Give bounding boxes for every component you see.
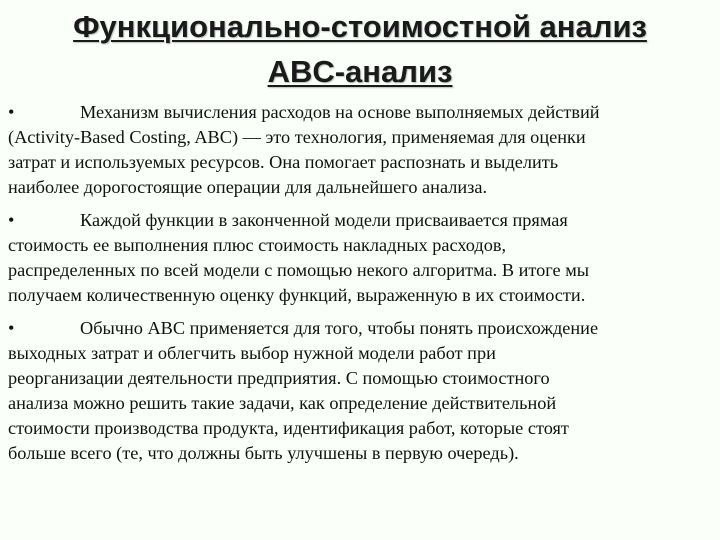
- title-line-2: ABC-анализ: [267, 54, 453, 89]
- title-line-1: Функционально-стоимостной анализ: [73, 9, 647, 44]
- paragraph-line: больше всего (те, что должны быть улучшены в первую очередь).: [8, 443, 519, 463]
- bullet-paragraph-2: [8, 208, 714, 308]
- paragraph-line: [8, 316, 714, 341]
- bullet-paragraph-3: [8, 316, 714, 466]
- bullet-paragraph-1: [8, 100, 714, 200]
- paragraph-line: стоимость ее выполнения плюс стоимость накладных расходов,: [8, 235, 507, 255]
- paragraph-line: затрат и используемых ресурсов. Она помогает распознать и выделить: [8, 152, 559, 172]
- slide-title: [0, 4, 720, 94]
- paragraph-line: [8, 100, 714, 125]
- paragraph-text: Механизм вычисления расходов на основе выполняемых действий: [80, 102, 600, 122]
- paragraph-text: Каждой функции в законченной модели присваивается прямая: [80, 210, 568, 230]
- paragraph-line: [8, 208, 714, 233]
- paragraph-text: Обычно ABC применяется для того, чтобы понять происхождение: [80, 318, 599, 338]
- slide-body: [8, 100, 714, 474]
- bullet-icon: •: [8, 318, 15, 338]
- paragraph-line: выходных затрат и облегчить выбор нужной модели работ при: [8, 343, 496, 363]
- paragraph-line: реорганизации деятельности предприятия. С помощью стоимостного: [8, 368, 550, 388]
- paragraph-line: наиболее дорогостоящие операции для дальнейшего анализа.: [8, 177, 488, 197]
- paragraph-line: стоимости производства продукта, идентификация работ, которые стоят: [8, 418, 569, 438]
- bullet-icon: •: [8, 102, 15, 122]
- paragraph-line: анализа можно решить такие задачи, как определение действительной: [8, 393, 557, 413]
- bullet-icon: •: [8, 210, 15, 230]
- paragraph-line: распределенных по всей модели с помощью некого алгоритма. В итоге мы: [8, 260, 590, 280]
- paragraph-line: получаем количественную оценку функций, выраженную в их стоимости.: [8, 285, 586, 305]
- paragraph-line: (Activity-Based Costing, ABC) — это технология, применяемая для оценки: [8, 127, 586, 147]
